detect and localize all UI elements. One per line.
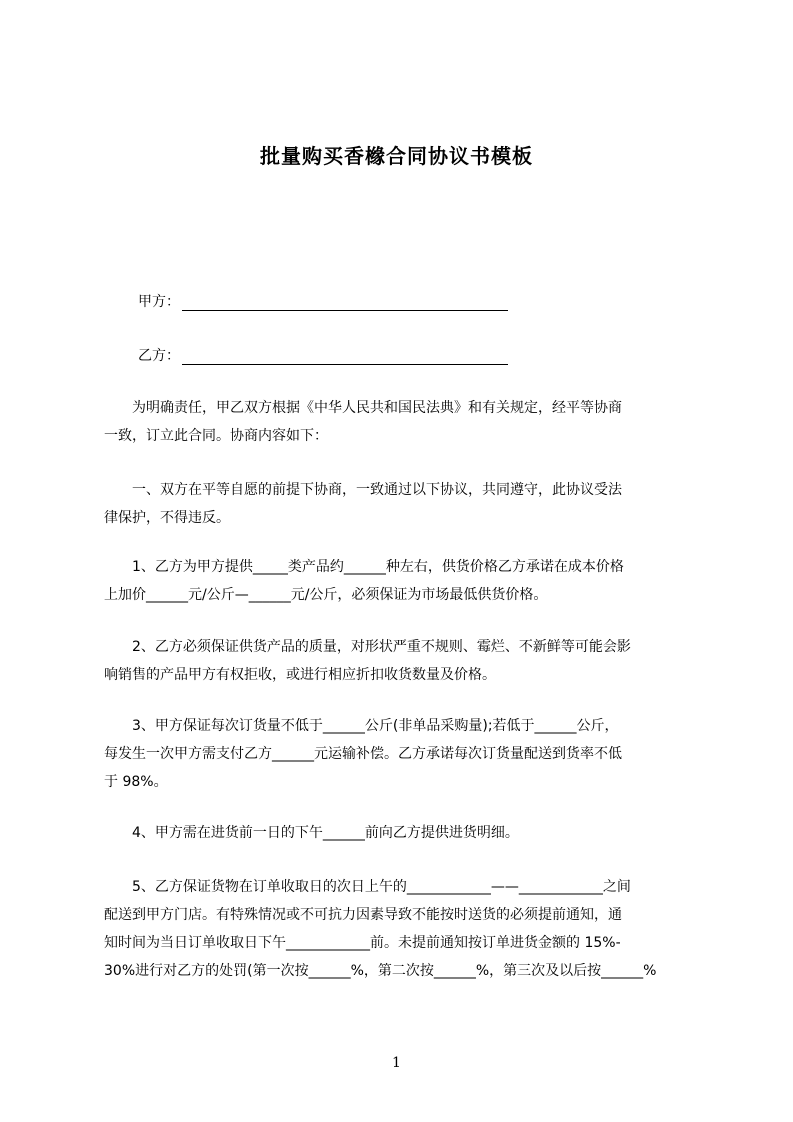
party-a-blank bbox=[182, 296, 508, 311]
party-a-field bbox=[138, 291, 508, 311]
document-title: 批量购买香橼合同协议书模板 bbox=[260, 144, 533, 168]
paragraph-line: 一、双方在平等自愿的前提下协商，一致通过以下协议，共同遵守，此协议受法 bbox=[132, 482, 622, 498]
clause-5-paragraph bbox=[104, 873, 706, 985]
paragraph-line: 于 98%。 bbox=[104, 774, 168, 790]
clause-4-paragraph bbox=[104, 819, 706, 847]
paragraph-line: 每发生一次甲方需支付乙方______元运输补偿。乙方承诺每次订货量配送到货率不低 bbox=[104, 746, 622, 762]
paragraph-line: 律保护，不得违反。 bbox=[104, 510, 230, 526]
paragraph-line: 响销售的产品甲方有权拒收，或进行相应折扣收货数量及价格。 bbox=[104, 667, 496, 683]
preamble-paragraph bbox=[104, 394, 706, 450]
page-number: 1 bbox=[392, 1055, 401, 1071]
section-1-paragraph bbox=[104, 476, 706, 532]
paragraph-line: 2、乙方必须保证供货产品的质量，对形状严重不规则、霉烂、不新鲜等可能会影 bbox=[132, 639, 631, 655]
party-b-blank bbox=[182, 350, 508, 365]
paragraph-line: 30%进行对乙方的处罚(第一次按______%，第二次按______%，第三次及以后按______% bbox=[104, 963, 657, 979]
paragraph-line: 1、乙方为甲方提供_____类产品约______种左右，供货价格乙方承诺在成本价格 bbox=[132, 559, 624, 575]
clause-2-paragraph bbox=[104, 633, 706, 689]
paragraph-line: 为明确责任，甲乙双方根据《中华人民共和国民法典》和有关规定，经平等协商 bbox=[132, 400, 622, 416]
party-b-field bbox=[138, 345, 508, 365]
clause-1-paragraph bbox=[104, 553, 706, 609]
party-a-label: 甲方： bbox=[138, 294, 180, 310]
paragraph-line: 一致，订立此合同。协商内容如下： bbox=[104, 428, 328, 444]
paragraph-line: 3、甲方保证每次订货量不低于______公斤(非单品采购量);若低于______公斤， bbox=[132, 718, 619, 734]
paragraph-line: 5、乙方保证货物在订单收取日的次日上午的____________——____________之间 bbox=[132, 879, 631, 895]
paragraph-line: 知时间为当日订单收取日下午____________前。未提前通知按订单进货金额的 15%- bbox=[104, 935, 621, 951]
paragraph-line: 上加价______元/公斤—______元/公斤，必须保证为市场最低供货价格。 bbox=[104, 587, 548, 603]
paragraph-line: 4、甲方需在进货前一日的下午______前向乙方提供进货明细。 bbox=[132, 825, 519, 841]
paragraph-line: 配送到甲方门店。有特殊情况或不可抗力因素导致不能按时送货的必须提前通知，通 bbox=[104, 907, 622, 923]
party-b-label: 乙方： bbox=[138, 348, 180, 364]
clause-3-paragraph bbox=[104, 712, 706, 796]
